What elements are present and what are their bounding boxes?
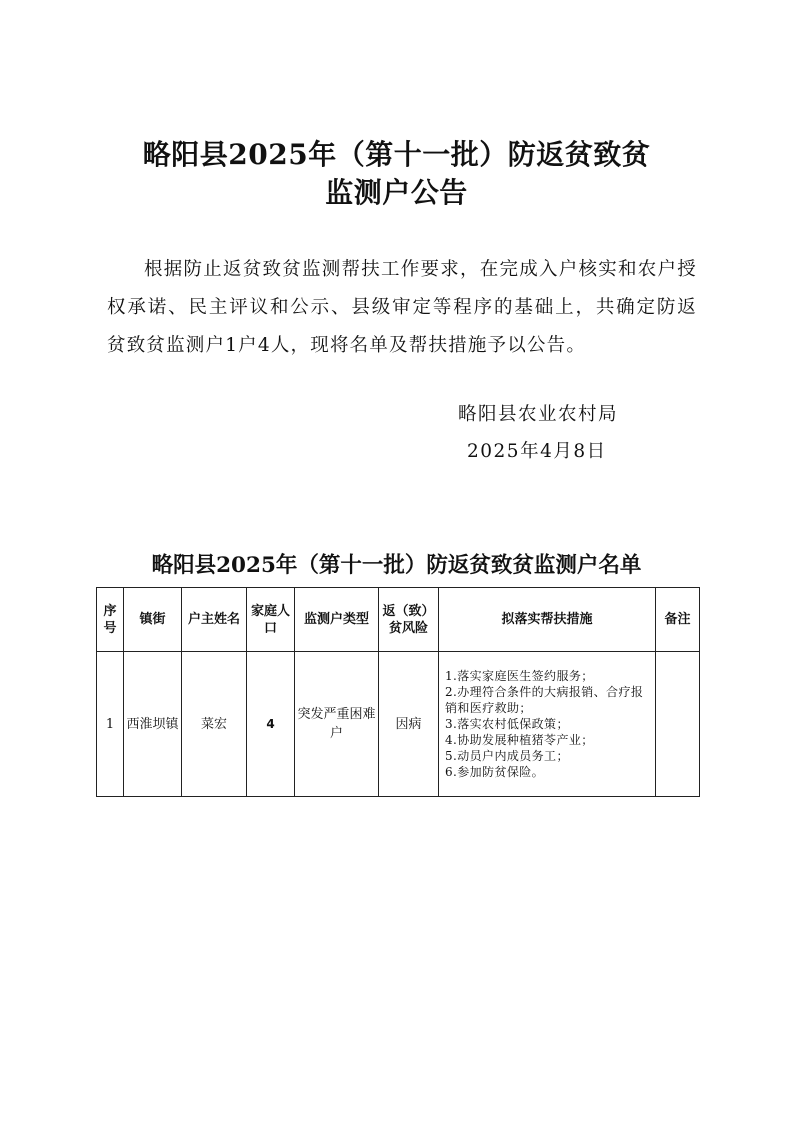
table-row — [97, 652, 700, 797]
table-header — [97, 588, 700, 652]
document-title-line-1: 略阳县2025年（第十一批）防返贫致贫 — [142, 138, 651, 171]
header-town: 镇街 — [124, 588, 182, 652]
table-header-row — [97, 588, 700, 652]
cell-head-name: 菜宏 — [182, 652, 247, 797]
measure-item: 5.动员户内成员务工； — [445, 749, 569, 763]
monitoring-household-table — [96, 587, 700, 797]
header-seq: 序号 — [97, 588, 124, 652]
signature-date: 2025年4月8日 — [467, 441, 607, 462]
cell-monitor-type: 突发严重困难户 — [295, 652, 379, 797]
cell-seq: 1 — [97, 652, 124, 797]
header-remarks: 备注 — [656, 588, 700, 652]
cell-remarks — [656, 652, 700, 797]
measure-item: 3.落实农村低保政策； — [445, 717, 569, 731]
signature-organization: 略阳县农业农村局 — [458, 404, 619, 425]
measure-item: 1.落实家庭医生签约服务； — [445, 669, 594, 683]
cell-household-size: 4 — [247, 652, 295, 797]
header-head-name: 户主姓名 — [182, 588, 247, 652]
measure-item: 4.协助发展种植猪苓产业； — [445, 733, 594, 747]
table-body — [97, 652, 700, 797]
header-risk: 返（致）贫风险 — [379, 588, 439, 652]
announcement-body-paragraph: 根据防止返贫致贫监测帮扶工作要求，在完成入户核实和农户授权承诺、民主评议和公示、县级审定等程序的基础上，共确定防返贫致贫监测户1户4人，现将名单及帮扶措施予以公告。 — [107, 259, 697, 356]
header-monitor-type: 监测户类型 — [295, 588, 379, 652]
cell-measures — [439, 652, 656, 797]
roster-table-title: 略阳县2025年（第十一批）防返贫致贫监测户名单 — [151, 553, 642, 578]
document-title-line-2: 监测户公告 — [325, 176, 468, 209]
cell-risk: 因病 — [379, 652, 439, 797]
measure-item: 6.参加防贫保险。 — [445, 765, 545, 779]
header-measures: 拟落实帮扶措施 — [439, 588, 656, 652]
cell-town: 西淮坝镇 — [124, 652, 182, 797]
header-household-size: 家庭人口 — [247, 588, 295, 652]
measure-item: 2.办理符合条件的大病报销、合疗报销和医疗救助； — [445, 685, 644, 715]
